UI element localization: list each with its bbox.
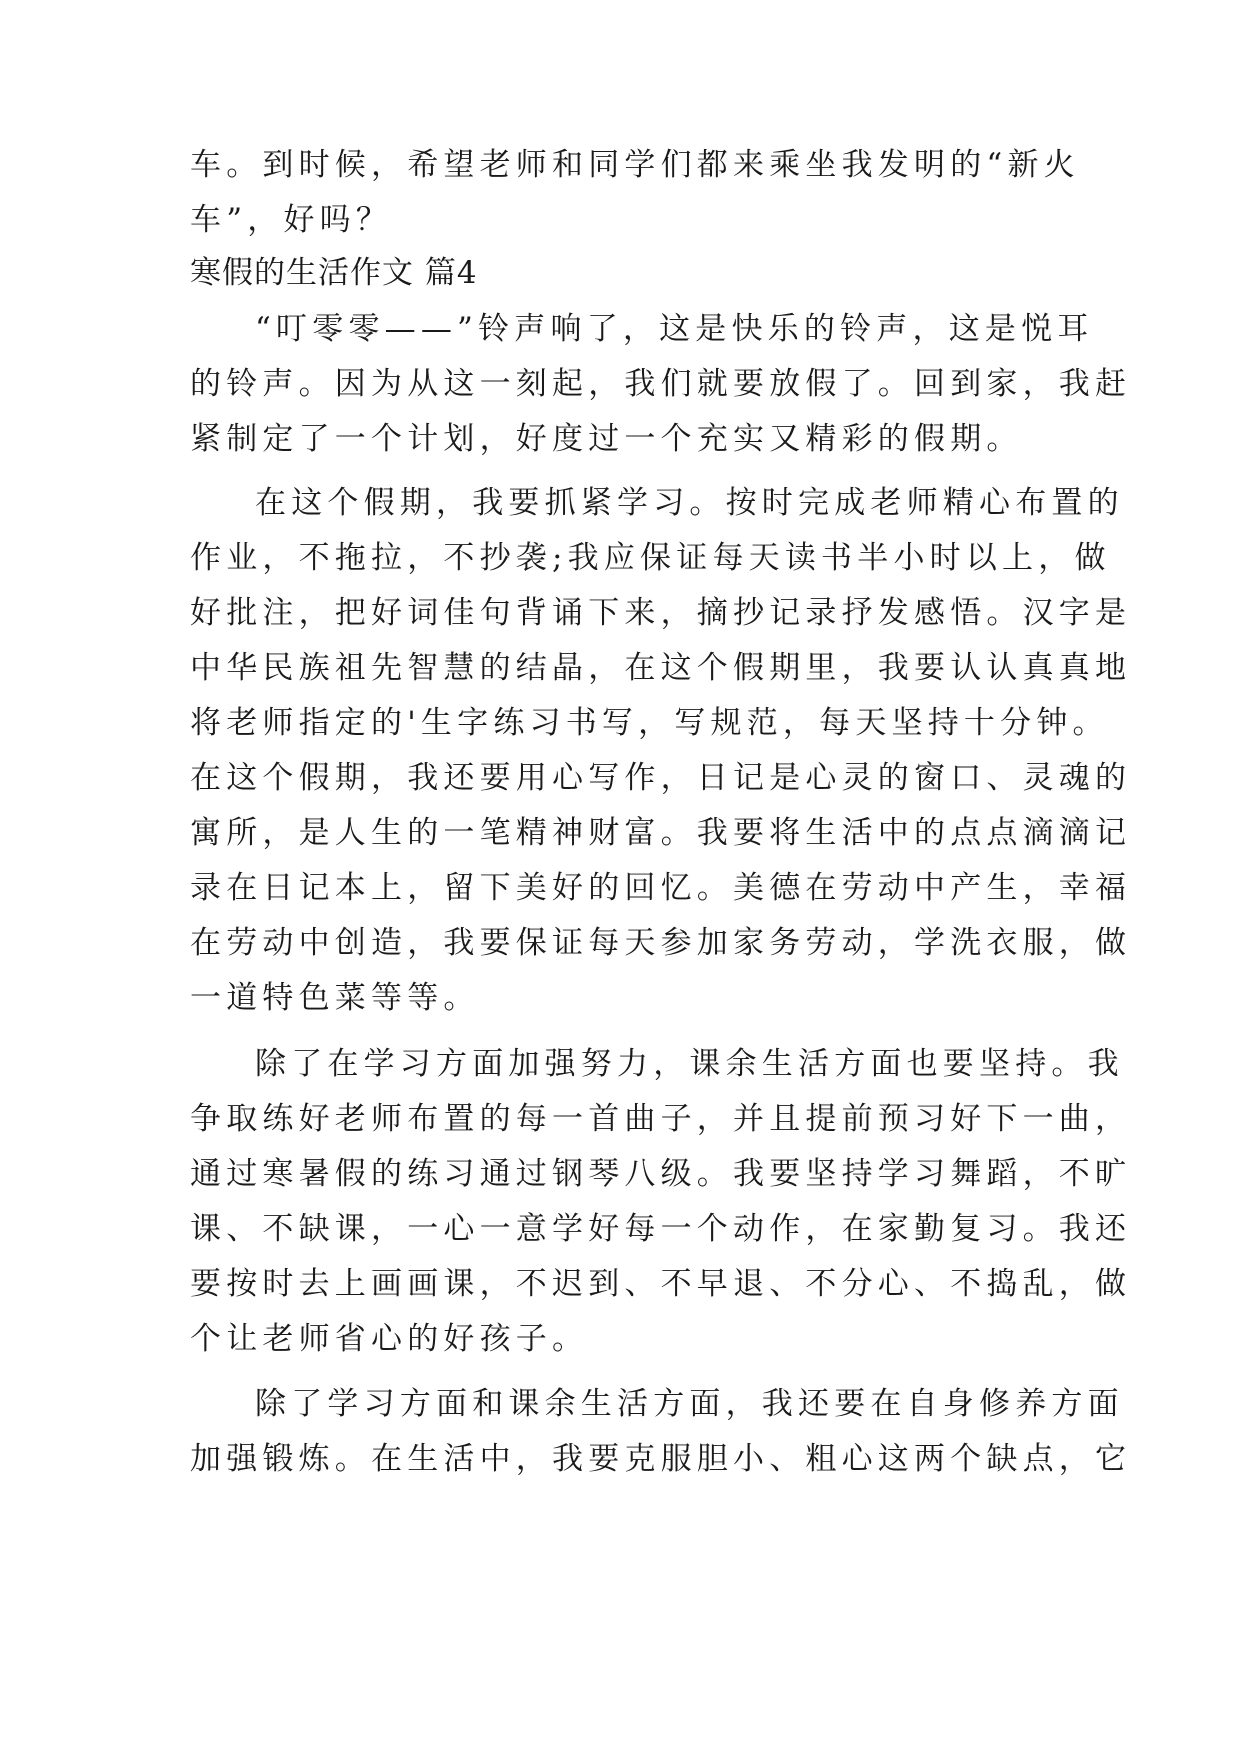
text-line: 一道特色菜等等。 — [190, 980, 480, 1016]
text-line: 车。到时候，希望老师和同学们都来乘坐我发明的“新火 — [190, 147, 1080, 183]
text-line: 的铃声。因为从这一刻起，我们就要放假了。回到家，我赶 — [190, 366, 1132, 402]
text-line: 紧制定了一个计划，好度过一个充实又精彩的假期。 — [190, 421, 1023, 457]
text-line: 在这个假期，我还要用心写作，日记是心灵的窗口、灵魂的 — [190, 760, 1132, 796]
text-line: 除了学习方面和课余生活方面，我还要在自身修养方面 — [255, 1386, 1124, 1422]
text-line: 除了在学习方面加强努力，课余生活方面也要坚持。我 — [255, 1046, 1124, 1082]
text-line: 作业，不拖拉，不抄袭;我应保证每天读书半小时以上，做 — [190, 540, 1111, 576]
text-line: 个让老师省心的好孩子。 — [190, 1321, 589, 1357]
text-line: 要按时去上画画课，不迟到、不早退、不分心、不捣乱，做 — [190, 1266, 1132, 1302]
text-line: 争取练好老师布置的每一首曲子，并且提前预习好下一曲， — [190, 1101, 1132, 1137]
text-line: 中华民族祖先智慧的结晶，在这个假期里，我要认认真真地 — [190, 650, 1132, 686]
text-line: 通过寒暑假的练习通过钢琴八级。我要坚持学习舞蹈，不旷 — [190, 1156, 1132, 1192]
text-line: 好批注，把好词佳句背诵下来，摘抄记录抒发感悟。汉字是 — [190, 595, 1132, 631]
text-line: 在这个假期，我要抓紧学习。按时完成老师精心布置的 — [255, 485, 1124, 521]
section-title: 寒假的生活作文 篇4 — [190, 255, 478, 291]
text-line: 寓所，是人生的一笔精神财富。我要将生活中的点点滴滴记 — [190, 815, 1132, 851]
text-line: 车”，好吗？ — [190, 202, 393, 238]
text-line: 加强锻炼。在生活中，我要克服胆小、粗心这两个缺点，它 — [190, 1441, 1132, 1477]
text-line: 录在日记本上，留下美好的回忆。美德在劳动中产生，幸福 — [190, 870, 1132, 906]
text-line: 课、不缺课，一心一意学好每一个动作，在家勤复习。我还 — [190, 1211, 1132, 1247]
text-line: 在劳动中创造，我要保证每天参加家务劳动，学洗衣服，做 — [190, 925, 1132, 961]
text-line: “叮零零——”铃声响了，这是快乐的铃声，这是悦耳 — [255, 311, 1094, 347]
text-line: 将老师指定的'生字练习书写，写规范，每天坚持十分钟。 — [190, 705, 1109, 741]
